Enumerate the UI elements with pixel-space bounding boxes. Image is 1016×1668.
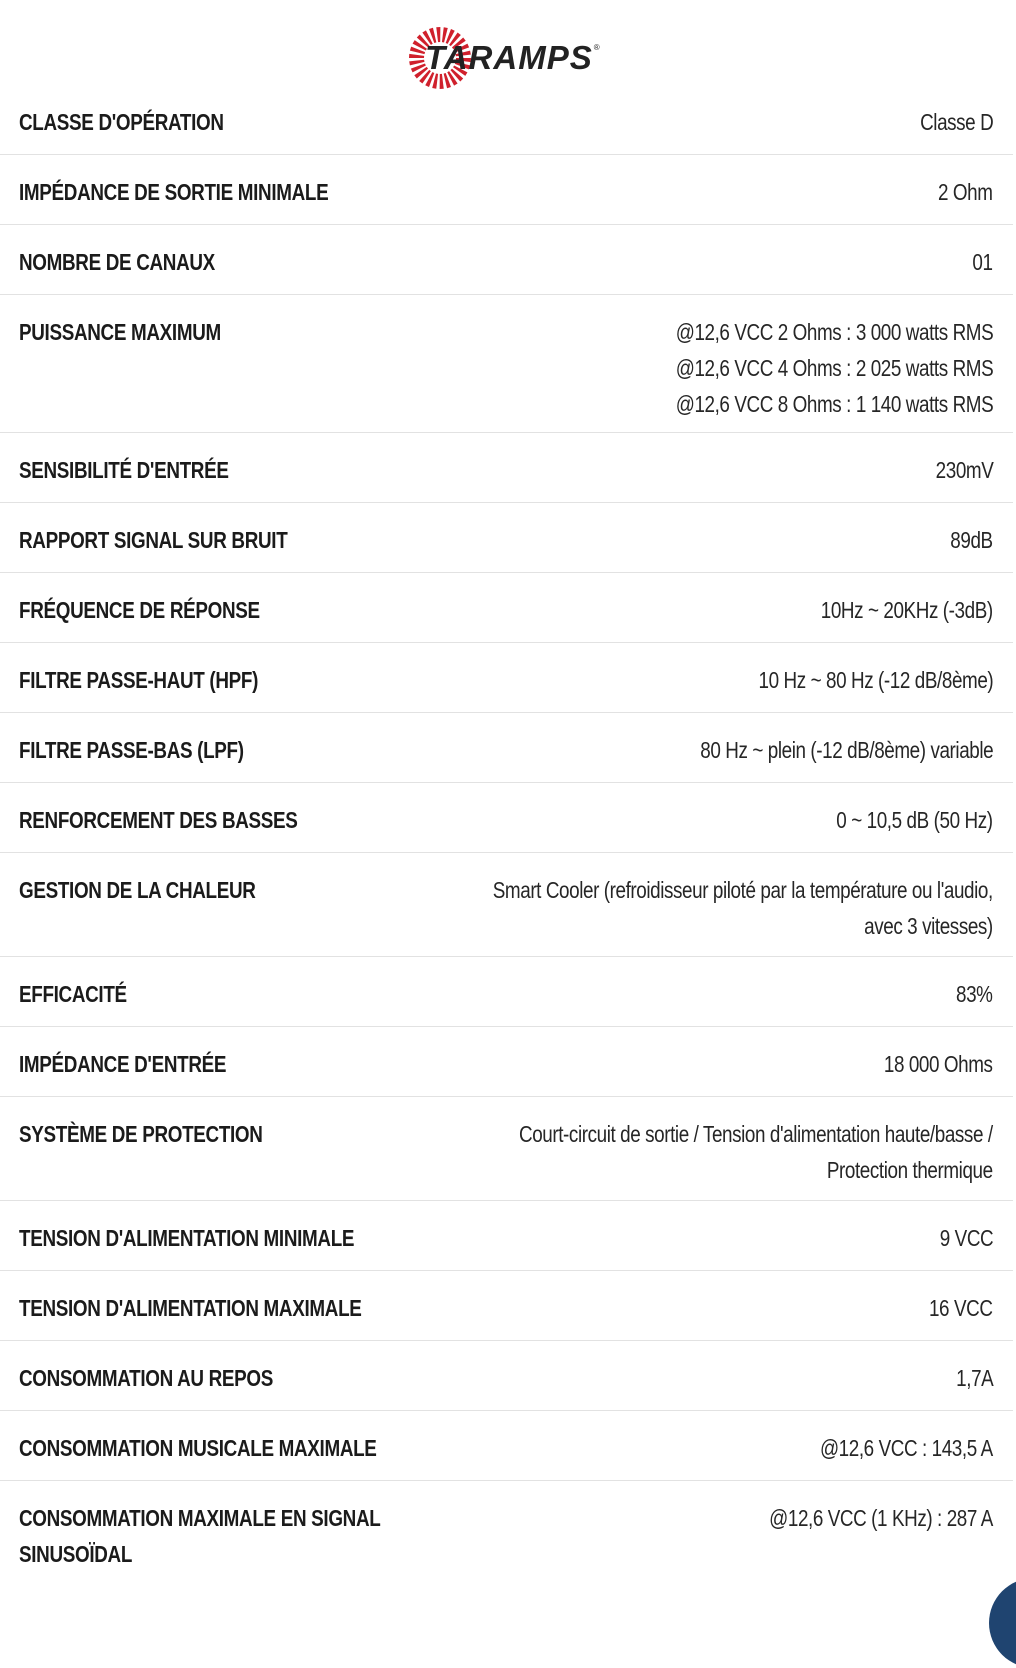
spec-label-line: RENFORCEMENT DES BASSES — [19, 807, 298, 833]
taramps-logo[interactable] — [407, 22, 601, 94]
spec-label-line: FILTRE PASSE-BAS (LPF) — [19, 737, 244, 763]
spec-label — [19, 104, 224, 140]
spec-label-line: SYSTÈME DE PROTECTION — [19, 1121, 263, 1147]
spec-value — [769, 1500, 993, 1536]
spec-value — [884, 1046, 993, 1082]
spec-label-line: NOMBRE DE CANAUX — [19, 249, 215, 275]
spec-label — [19, 174, 328, 210]
spec-value-line: 230mV — [935, 457, 993, 483]
spec-value — [820, 1430, 993, 1466]
spec-label — [19, 314, 221, 350]
spec-label-line: CONSOMMATION MAXIMALE EN SIGNAL — [19, 1505, 381, 1531]
spec-value — [956, 1360, 993, 1396]
spec-value — [675, 314, 993, 422]
spec-label-line: CONSOMMATION AU REPOS — [19, 1365, 274, 1391]
spec-row — [0, 225, 1013, 295]
spec-row — [0, 957, 1013, 1027]
spec-label-line: TENSION D'ALIMENTATION MINIMALE — [19, 1225, 355, 1251]
spec-label-line: TENSION D'ALIMENTATION MAXIMALE — [19, 1295, 362, 1321]
spec-value-line: 2 Ohm — [938, 179, 993, 205]
spec-value-line: @12,6 VCC : 143,5 A — [820, 1435, 993, 1461]
spec-label-line: FRÉQUENCE DE RÉPONSE — [19, 597, 260, 623]
spec-value-line: @12,6 VCC 4 Ohms : 2 025 watts RMS — [675, 355, 993, 381]
spec-label — [19, 244, 215, 280]
spec-row — [0, 783, 1013, 853]
spec-row — [0, 1271, 1013, 1341]
spec-row — [0, 1201, 1013, 1271]
spec-label — [19, 452, 229, 488]
spec-value — [951, 522, 993, 558]
spec-label-line: EFFICACITÉ — [19, 981, 127, 1007]
spec-label — [19, 1500, 380, 1572]
spec-value-line: 80 Hz ~ plein (-12 dB/8ème) variable — [700, 737, 993, 763]
spec-value-line: 0 ~ 10,5 dB (50 Hz) — [836, 807, 993, 833]
spec-row — [0, 503, 1013, 573]
spec-row — [0, 713, 1013, 783]
spec-value — [973, 244, 993, 280]
spec-label — [19, 1220, 354, 1256]
spec-value — [938, 174, 993, 210]
spec-label-line: CONSOMMATION MUSICALE MAXIMALE — [19, 1435, 377, 1461]
spec-value — [493, 872, 993, 944]
spec-row — [0, 1341, 1013, 1411]
spec-value-line: @12,6 VCC (1 KHz) : 287 A — [769, 1505, 993, 1531]
spec-row — [0, 1481, 1013, 1585]
spec-value — [920, 104, 993, 140]
spec-value — [956, 976, 993, 1012]
spec-label — [19, 1430, 377, 1466]
spec-value-line: Smart Cooler (refroidisseur piloté par la température ou l'audio, — [492, 877, 993, 903]
spec-label-line: IMPÉDANCE DE SORTIE MINIMALE — [19, 179, 329, 205]
spec-value-line: Protection thermique — [827, 1157, 993, 1183]
spec-table — [0, 104, 1013, 1585]
spec-label-line: SINUSOÏDAL — [19, 1541, 133, 1567]
spec-label — [19, 662, 258, 698]
spec-label — [19, 732, 244, 768]
spec-label-line: SENSIBILITÉ D'ENTRÉE — [19, 457, 229, 483]
spec-row — [0, 295, 1013, 433]
spec-label — [19, 872, 256, 908]
spec-label — [19, 1046, 226, 1082]
spec-label-line: RAPPORT SIGNAL SUR BRUIT — [19, 527, 288, 553]
spec-value-line: 83% — [956, 981, 993, 1007]
spec-label — [19, 802, 298, 838]
spec-label — [19, 1116, 263, 1152]
chat-widget-button[interactable] — [989, 1578, 1016, 1668]
spec-value-line: Classe D — [919, 109, 993, 135]
spec-row — [0, 573, 1013, 643]
header-logo-bar — [0, 0, 1016, 104]
spec-value — [929, 1290, 993, 1326]
spec-value — [758, 662, 993, 698]
spec-value — [837, 802, 993, 838]
spec-label — [19, 522, 287, 558]
spec-value — [821, 592, 993, 628]
wheel-ray — [409, 54, 424, 58]
spec-value-line: 1,7A — [955, 1365, 993, 1391]
spec-value-line: avec 3 vitesses) — [864, 913, 993, 939]
spec-value-line: Court-circuit de sortie / Tension d'alimentation haute/basse / — [519, 1121, 993, 1147]
spec-value-line: 10Hz ~ 20KHz (-3dB) — [821, 597, 993, 623]
spec-value-line: 01 — [972, 249, 993, 275]
spec-label — [19, 1290, 362, 1326]
spec-row — [0, 104, 1013, 155]
spec-value-line: 10 Hz ~ 80 Hz (-12 dB/8ème) — [758, 667, 993, 693]
spec-label — [19, 592, 260, 628]
spec-label-line: GESTION DE LA CHALEUR — [19, 877, 256, 903]
spec-value-line: 18 000 Ohms — [884, 1051, 993, 1077]
spec-label-line: PUISSANCE MAXIMUM — [19, 319, 221, 345]
brand-name: TARAMPS® — [425, 39, 601, 76]
spec-value-line: 16 VCC — [929, 1295, 993, 1321]
spec-row — [0, 155, 1013, 225]
spec-row — [0, 643, 1013, 713]
spec-row — [0, 853, 1013, 957]
spec-row — [0, 1097, 1013, 1201]
spec-row — [0, 1027, 1013, 1097]
spec-label-line: FILTRE PASSE-HAUT (HPF) — [19, 667, 259, 693]
spec-row — [0, 1411, 1013, 1481]
spec-value — [935, 452, 993, 488]
spec-label — [19, 976, 127, 1012]
spec-value-line: 9 VCC — [939, 1225, 993, 1251]
spec-value — [700, 732, 993, 768]
spec-value-line: @12,6 VCC 8 Ohms : 1 140 watts RMS — [675, 391, 993, 417]
spec-value — [519, 1116, 993, 1188]
spec-value-line: 89dB — [950, 527, 993, 553]
spec-row — [0, 433, 1013, 503]
spec-value-line: @12,6 VCC 2 Ohms : 3 000 watts RMS — [675, 319, 993, 345]
spec-label — [19, 1360, 273, 1396]
spec-label-line: CLASSE D'OPÉRATION — [19, 109, 224, 135]
spec-value — [939, 1220, 993, 1256]
spec-label-line: IMPÉDANCE D'ENTRÉE — [19, 1051, 227, 1077]
